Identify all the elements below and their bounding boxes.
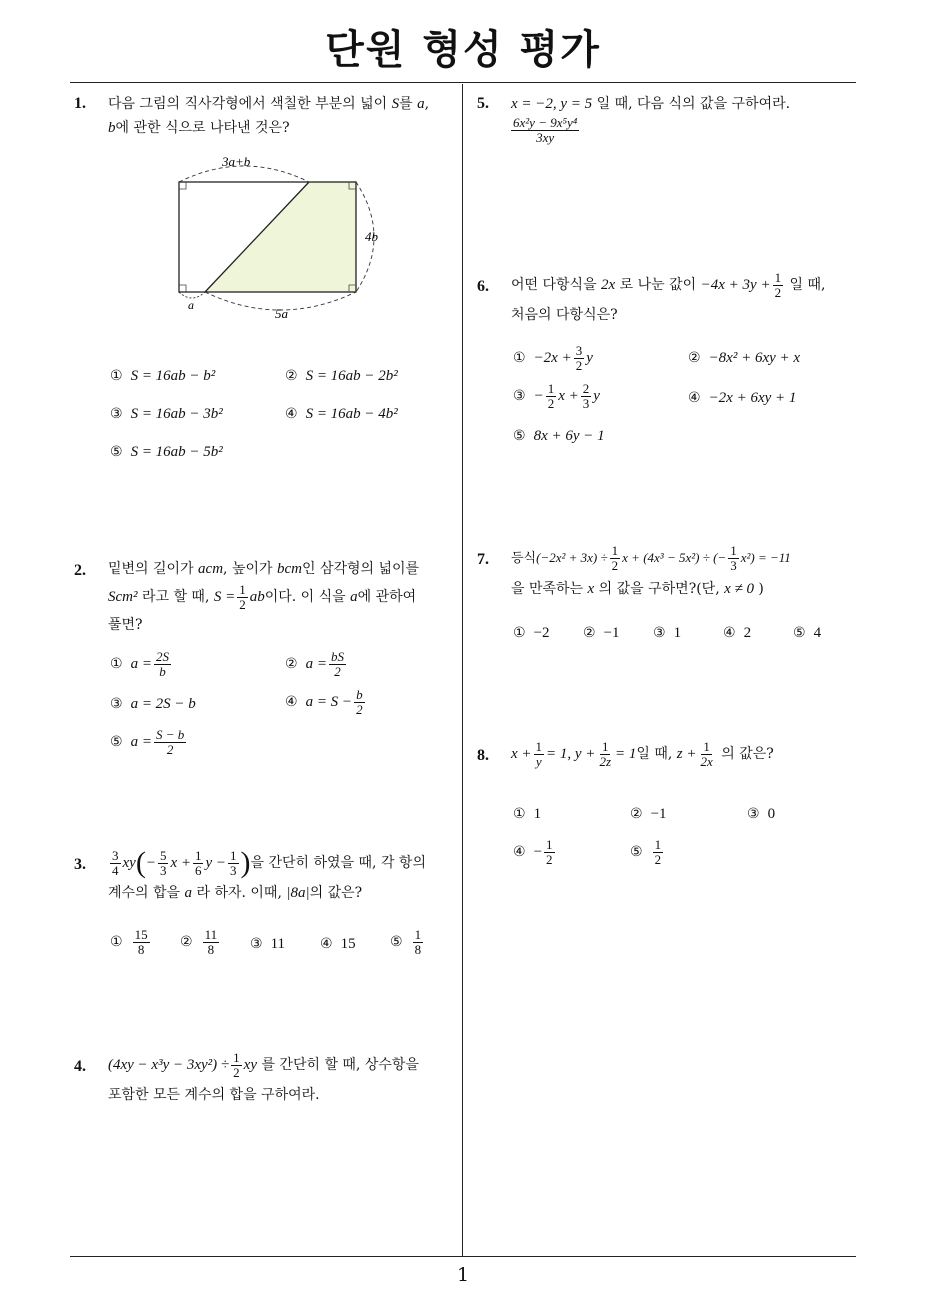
option-5[interactable]: ⑤ a = $\frac{S - b}{2}$ <box>110 727 185 757</box>
label-top: 3a+b <box>222 154 251 169</box>
question-6 <box>477 270 857 330</box>
question-number: 4. <box>74 1058 86 1075</box>
question-text: 다음 그림의 직사각형에서 색칠한 부분의 넓이 S를 a, b에 관한 식으로 나타낸 것은? <box>108 96 430 136</box>
page-title: 단원 형성 평가 <box>325 27 601 73</box>
option-3[interactable]: ③ a = 2S − b <box>110 696 196 712</box>
option-1[interactable]: ① a = $\frac{2S}{b}$ <box>110 649 169 679</box>
right-angle-mark <box>179 285 186 292</box>
question-2 <box>74 555 458 639</box>
option-2[interactable]: ② −1 <box>583 625 620 641</box>
option-4[interactable]: ④ −2x + 6xy + 1 <box>688 390 797 406</box>
question-1 <box>74 92 458 140</box>
option-1[interactable]: ① −2 <box>513 625 550 641</box>
option-4[interactable]: ④ − $\frac{1}{2}$ <box>513 837 553 867</box>
question-text: x = −2, y = 5 일 때, 다음 식의 값을 구하여라. $\frac{\text{6x²y − 9x⁵y⁴}}{3xy}$ <box>511 96 791 145</box>
label-bottom: 5a <box>275 306 288 321</box>
option-1[interactable]: ① S = 16ab − b² <box>110 368 216 384</box>
question-text: 밑변의 길이가 acm, 높이가 bcm인 삼각형의 넓이를 Scm² 라고 할 때, S = $\frac{1}{2}$ ab이다. 이 식을 a에 관하여 풀면? <box>108 561 420 634</box>
option-4[interactable]: ④ S = 16ab − 4b² <box>285 406 398 422</box>
option-5[interactable]: ⑤ S = 16ab − 5b² <box>110 444 223 460</box>
option-3[interactable]: ③ − $\frac{1}{2}$ x + $\frac{2}{3}$ y <box>513 381 600 411</box>
bottom-rule <box>70 1256 856 1257</box>
question-8 <box>477 738 861 770</box>
option-3[interactable]: ③ 1 <box>653 625 682 641</box>
question-text: 등식(−2x² + 3x) ÷ $\frac{1}{2}$ x + (4x³ − 5x²) ÷ (− $\frac{1}{3}$ x²) = −11 을 만족하는 x 의 값을 구하면?(단, x ≠ 0 ) <box>511 543 791 597</box>
option-2[interactable]: ② −1 <box>630 806 667 822</box>
option-2[interactable]: ② −8x² + 6xy + x <box>688 350 801 366</box>
option-3[interactable]: ③ 0 <box>747 806 776 822</box>
question-text: $\frac{3}{4}$ xy(− $\frac{5}{3}$ x + $\frac{1}{6}$ y − $\frac{1}{3}$ )을 간단히 하였을 때, 각 항의 계수의 합을 a 라 하자. 이때, |8a|의 값은? <box>108 846 426 901</box>
top-rule <box>70 82 856 83</box>
question-4 <box>74 1050 458 1110</box>
question-number: 6. <box>477 278 489 295</box>
page-number: 1 <box>456 1264 470 1286</box>
question-number: 3. <box>74 856 86 873</box>
option-4[interactable]: ④ a = S − $\frac{b}{2}$ <box>285 687 363 717</box>
question-5 <box>477 92 857 144</box>
option-5[interactable]: ⑤ 4 <box>793 625 822 641</box>
fraction: $\frac{1}{2}$ <box>239 582 246 612</box>
question-3 <box>74 848 458 908</box>
option-3[interactable]: ③ S = 16ab − 3b² <box>110 406 223 422</box>
question-text: 어떤 다항식을 2x 로 나눈 값이 −4x + 3y + $\frac{1}{2}$ 일 때, 처음의 다항식은? <box>511 269 826 323</box>
question-number: 7. <box>477 551 489 568</box>
option-4[interactable]: ④ 2 <box>723 625 752 641</box>
question-text: x + $\frac{1}{y}$ = 1, y + $\frac{1}{2z}$ = 1일 때, z + $\frac{1}{2x}$ 의 값은? <box>511 738 774 769</box>
column-divider <box>462 84 463 1256</box>
question-number: 5. <box>477 95 489 112</box>
option-5[interactable]: ⑤ $\frac{1}{2}$ <box>630 837 662 867</box>
expression-fraction: $\frac{\text{6x²y − 9x⁵y⁴}}{3xy}$ <box>513 115 578 145</box>
option-2[interactable]: ② a = $\frac{bS}{2}$ <box>285 649 344 679</box>
shaded-region <box>205 182 356 292</box>
option-3[interactable]: ③ 11 <box>250 936 286 952</box>
question-number: 1. <box>74 95 86 112</box>
right-angle-mark <box>179 182 186 189</box>
label-right: 4b <box>365 229 378 244</box>
option-5[interactable]: ⑤ $\frac{1}{8}$ <box>390 927 422 957</box>
option-1[interactable]: ① −2x + $\frac{3}{2}$ y <box>513 343 593 373</box>
option-4[interactable]: ④ 15 <box>320 936 356 952</box>
rectangle-figure <box>160 148 400 328</box>
question-7 <box>477 543 861 605</box>
label-small: a <box>188 298 194 312</box>
question-number: 2. <box>74 562 86 579</box>
question-text: (4xy − x³y − 3xy²) ÷ $\frac{1}{2}$ xy 를 간단히 할 때, 상수항을 포함한 모든 계수의 합을 구하여라. <box>108 1049 419 1103</box>
option-2[interactable]: ② $\frac{11}{8}$ <box>180 927 218 957</box>
option-2[interactable]: ② S = 16ab − 2b² <box>285 368 398 384</box>
question-number: 8. <box>477 747 489 764</box>
option-5[interactable]: ⑤ 8x + 6y − 1 <box>513 428 605 444</box>
option-1[interactable]: ① 1 <box>513 806 542 822</box>
option-1[interactable]: ① $\frac{15}{8}$ <box>110 927 148 957</box>
